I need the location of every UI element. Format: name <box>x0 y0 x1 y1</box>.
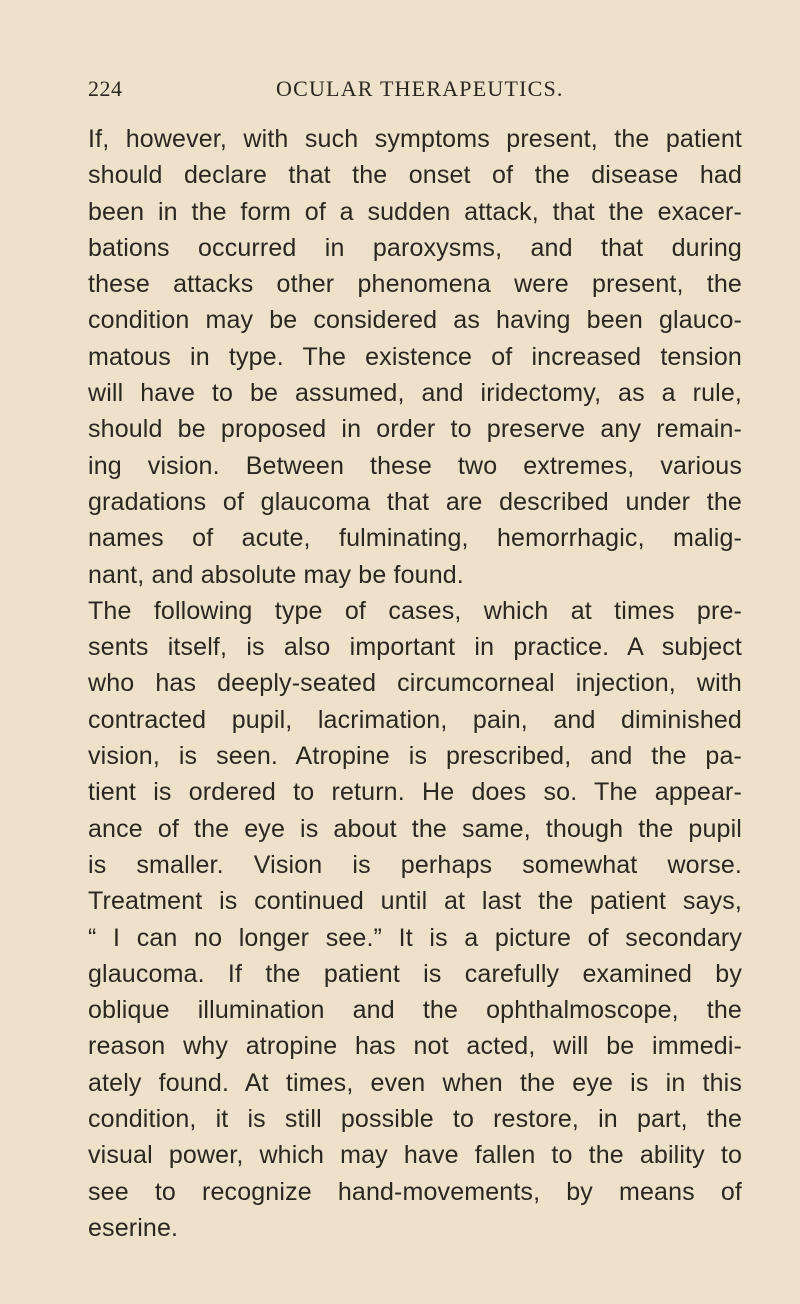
text-line: condition, it is still possible to restore, in part, the <box>88 1105 742 1134</box>
text-line: vision, is seen. Atropine is prescribed, and the pa- <box>88 742 742 771</box>
text-line: ing vision. Between these two extremes, various <box>88 451 742 480</box>
text-line: condition may be considered as having been glauco- <box>88 306 742 335</box>
text-line: The following type of cases, which at times pre- <box>88 596 742 625</box>
text-line: ance of the eye is about the same, though the pupil <box>88 814 742 843</box>
text-line: glaucoma. If the patient is carefully examined by <box>88 959 742 988</box>
body-text <box>88 121 742 1246</box>
text-line: will have to be assumed, and iridectomy, as a rule, <box>88 379 742 408</box>
text-line: eserine. <box>88 1213 179 1242</box>
text-line: bations occurred in paroxysms, and that during <box>88 233 742 262</box>
text-line: tient is ordered to return. He does so. The appear- <box>88 778 742 807</box>
text-line: “ I can no longer see.” It is a picture of secondary <box>88 923 742 952</box>
text-line: should declare that the onset of the disease had <box>88 161 742 190</box>
text-line: been in the form of a sudden attack, that the exacer- <box>88 197 742 226</box>
text-line: names of acute, fulminating, hemorrhagic, malig- <box>88 524 742 553</box>
text-line: is smaller. Vision is perhaps somewhat worse. <box>88 850 742 879</box>
text-line: see to recognize hand-movements, by means of <box>88 1177 742 1206</box>
running-title: OCULAR THERAPEUTICS. <box>276 76 564 101</box>
text-line: contracted pupil, lacrimation, pain, and diminished <box>88 705 742 734</box>
text-line: who has deeply-seated circumcorneal injection, with <box>88 669 742 698</box>
text-line: should be proposed in order to preserve any remain- <box>88 415 742 444</box>
text-line: gradations of glaucoma that are described under the <box>88 487 742 516</box>
text-line: ately found. At times, even when the eye is in this <box>88 1068 742 1097</box>
page-number: 224 <box>88 76 123 101</box>
text-line: matous in type. The existence of increased tension <box>88 342 742 371</box>
text-line: oblique illumination and the ophthalmoscope, the <box>88 996 742 1025</box>
text-line: If, however, with such symptoms present, the patient <box>88 125 742 153</box>
text-line: reason why atropine has not acted, will be immedi- <box>88 1032 742 1061</box>
text-line: nant, and absolute may be found. <box>88 560 464 589</box>
text-line: sents itself, is also important in practice. A subject <box>88 633 742 662</box>
text-line: these attacks other phenomena were present, the <box>88 270 742 299</box>
text-line: Treatment is continued until at last the patient says, <box>88 887 742 916</box>
text-line: visual power, which may have fallen to the ability to <box>88 1141 742 1170</box>
running-head <box>88 76 742 106</box>
